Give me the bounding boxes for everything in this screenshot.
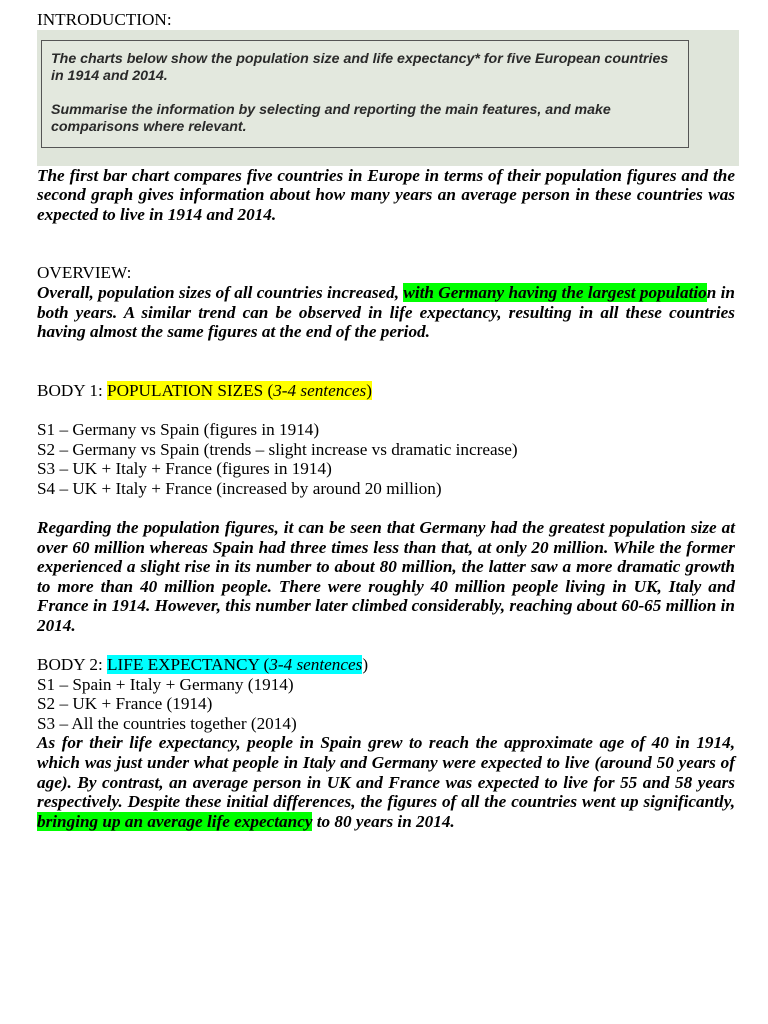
- overview-text-start: Overall, population sizes of all countries increased,: [37, 282, 404, 302]
- body1-paragraph: Regarding the population figures, it can be seen that Germany had the greatest population size at over 60 million whereas Spain had three times less than that, at only 20 million. While the former experienced a slight rise in its number to about 80 million, the latter saw a more dramatic growth to more than 40 million people. There were roughly 40 million people living in UK, Italy and France in 1914. However, this number later climbed considerably, reaching about 60-65 million in 2014.: [37, 517, 735, 635]
- task-prompt-line-1: The charts below show the population size and life expectancy* for five European countries in 1914 and 2014.: [51, 50, 669, 85]
- body1-s3: S3 – UK + Italy + France (figures in 1914): [37, 459, 332, 479]
- body2-text-start: As for their life expectancy, people in Spain grew to reach the approximate age of 40 in 1914, which was just under what people in Italy and Germany were expected to live (around 50 years of age). By contrast, an average person in UK and France was expected to live for 55 and 58 years respectively. Despite these initial differences, the figures of all the countries went up significantly,: [37, 733, 735, 812]
- body1-topic: [107, 381, 372, 400]
- body2-heading: [37, 655, 735, 675]
- body2-topic: [107, 655, 362, 674]
- body2-paragraph: [37, 733, 735, 831]
- body2-text-end: to 80 years in 2014.: [312, 811, 455, 831]
- body1-label: BODY 1:: [37, 380, 108, 400]
- body2-topic-close: ): [362, 655, 369, 675]
- body1-topic-italic: 3-4 sentences: [273, 380, 367, 400]
- task-image: [37, 30, 739, 166]
- task-prompt-box: [41, 40, 689, 148]
- body1-topic-text: POPULATION SIZES (: [107, 380, 274, 400]
- body2-label: BODY 2:: [37, 655, 108, 675]
- body1-topic-close: ): [366, 380, 372, 400]
- introduction-answer: The first bar chart compares five countries in Europe in terms of their population figures and the second graph gives information about how many years an average person in these countries was expected to live in 1914 and 2014.: [37, 165, 735, 224]
- body2-topic-text: LIFE EXPECTANCY (: [107, 655, 270, 675]
- body2-s2: S2 – UK + France (1914): [37, 694, 213, 714]
- body1-heading: [37, 381, 735, 401]
- overview-heading: OVERVIEW:: [37, 263, 132, 283]
- introduction-heading: INTRODUCTION:: [37, 10, 172, 29]
- overview-highlight: with Germany having the largest populatio: [403, 282, 707, 302]
- overview-text-end: n in both years. A similar trend can be observed in life expectancy, resulting in all these countries having almost the same figures at the end of the period.: [37, 282, 735, 342]
- body1-s1: S1 – Germany vs Spain (figures in 1914): [37, 419, 320, 439]
- body2-highlight: bringing up an average life expectancy: [37, 811, 313, 831]
- body2-s1: S1 – Spain + Italy + Germany (1914): [37, 674, 294, 694]
- task-prompt-line-2: Summarise the information by selecting and reporting the main features, and make comparisons where relevant.: [51, 101, 611, 136]
- body1-s4: S4 – UK + Italy + France (increased by around 20 million): [37, 478, 442, 498]
- body2-s3: S3 – All the countries together (2014): [37, 713, 297, 733]
- body1-s2: S2 – Germany vs Spain (trends – slight increase vs dramatic increase): [37, 439, 518, 459]
- document-page: [37, 10, 735, 831]
- body2-topic-italic: 3-4 sentences: [269, 655, 363, 675]
- overview-answer: [37, 283, 735, 342]
